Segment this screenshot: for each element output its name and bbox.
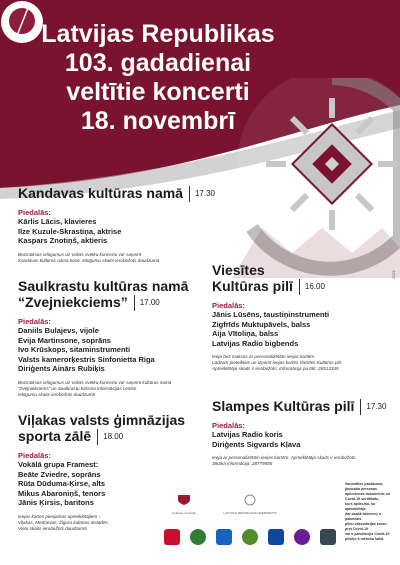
note-line: Viļakas, Medņevas, Žiguru kultūras iestādēs. (18, 519, 110, 525)
notice-line: apliecinošs dokuments un (345, 492, 391, 496)
performers-label: Piedalās: (212, 421, 245, 431)
performers-label: Piedalās: (212, 301, 245, 311)
municipality-logo-icon (268, 529, 284, 545)
concert-saulkrasti (18, 278, 228, 398)
performers-label: Piedalās: (18, 208, 51, 218)
president-logo (220, 493, 280, 515)
notice-line: vai ir pārslimojis Covid-19 (345, 532, 390, 536)
venue-title (18, 278, 228, 311)
performers-label: Piedalās: (18, 451, 51, 461)
concert-kandava (18, 185, 228, 264)
venue-line: Saulkrastu kultūras namā (18, 278, 189, 294)
performer: Evija Martinsone, soprāns (18, 335, 111, 345)
note-line: Bezmaksas ielūgumus uz Valsts svētku koncertu var saņemt (18, 251, 142, 257)
note-line: Sīkāka informācija: 28779585 (212, 461, 273, 467)
centenary-logo-icon (0, 0, 44, 44)
performer: Latvijas Radio bigbends (212, 338, 299, 348)
concert-time: 16.00 (299, 279, 325, 295)
venue-line: sporta zālē (18, 428, 92, 444)
title-line: 103. gadadienai (64, 49, 252, 77)
president-emblem-icon (243, 494, 257, 506)
venue-line: Viļakas valsts ģimnāzijas (18, 412, 186, 428)
venue-line: Kandavas kultūras namā (18, 185, 183, 201)
venue-title (18, 412, 228, 445)
performer: Rūta Dūduma-Ķirse, alts (18, 479, 106, 489)
note-line: Ieeja ar personalizētām ieejas kartēm. Apmeklētāju skaits ir ierobežots. (212, 455, 357, 461)
ministry-logo (170, 493, 198, 515)
venue-line: Viesītes (212, 262, 265, 278)
performer: Ivo Krūskops, sitaminstrumenti (18, 345, 131, 355)
performer: Daniils Bulajevs, vijole (18, 326, 99, 336)
concert-time: 17.00 (134, 295, 160, 311)
org-name: Kultūras ministrija (172, 511, 196, 515)
side-code: 2021 (390, 270, 396, 279)
concert-time: 17.30 (360, 399, 386, 415)
venue-title (18, 185, 228, 202)
municipality-logo-icon (320, 529, 336, 545)
org-name: LATVIJAS REPUBLIKAS PREZIDENTS (223, 511, 277, 515)
title-line: 18. novembrī (80, 107, 236, 135)
venue-title (212, 262, 392, 295)
performers-label: Piedalās: (18, 317, 51, 327)
performer: Jānis Lūsēns, taustiņinstrumenti (212, 310, 330, 320)
ticket-note (212, 455, 392, 467)
performer: Kaspars Znotiņš, aktieris (18, 236, 108, 246)
note-line: Bezmaksas ielūgumus uz Valsts svētku koncertu var saņemt kultūras namā (18, 379, 172, 385)
notice-line: Sarunāties pasākuma, (345, 482, 383, 486)
performer: Ilze Ķuzule-Skrastiņa, aktrise (18, 226, 122, 236)
performer: Mikus Abaroniņš, tenors (18, 488, 106, 498)
performer: Beāte Zviedre, soprāns (18, 469, 101, 479)
notice-line: (tai skaitā bērniem) ir pabeidzis (345, 512, 382, 521)
sponsor-logos (160, 493, 340, 553)
performer: Kārlis Lācis, klavieres (18, 217, 97, 227)
performer: Aija Vītoliņa, balss (212, 329, 279, 339)
covid-notice (345, 482, 395, 542)
note-line: Lūdzam pieteikties un izņemt ieejas kartes Viesītes Kultūras pilī. (212, 360, 342, 366)
notice-line: pret Covid-19 (345, 527, 368, 531)
venue-line: “Zvejniekciems” (18, 294, 128, 310)
title-line: veltītie koncerti (66, 78, 250, 106)
ornament-icon (232, 78, 400, 278)
notice-line: jānorāda personas (345, 487, 377, 491)
logo-caption: LATVIJAS SIMTGADE (340, 66, 382, 71)
note-line: Ieeja bez maksas ar personalizētām ieejas kartēm. (212, 354, 316, 360)
ticket-note (212, 354, 392, 372)
performer: Vokālā grupa Framest: (18, 460, 99, 470)
performer: Diriģents Sigvards Kļava (212, 439, 301, 449)
concert-time: 18.00 (97, 429, 123, 445)
ticket-note (18, 380, 228, 398)
performer: Valsts kamerorķestris Sinfonietta Riga (18, 354, 155, 364)
coat-of-arms-icon (177, 494, 191, 506)
performer: Jānis Ķirsis, baritons (18, 498, 94, 508)
municipality-logo-icon (164, 529, 180, 545)
municipality-logo-icon (242, 529, 258, 545)
note-line: Apmeklētāju skaits ir ierobežots. Informācija pa tālr. 26513349 (212, 366, 339, 372)
note-line: Vietu skaits ierobežots daudzumā (18, 525, 87, 531)
note-line: Ieejas kartes pieejamas apmeklētājiem – (18, 513, 101, 519)
concert-viesite (212, 262, 392, 372)
notice-line: Covid-19 sertifikāts, (345, 497, 380, 501)
venue-line: Slampes Kultūras pilī (212, 398, 355, 414)
note-line: Kandavas kultūras nama kasē. Ielūgumu skaits ierobežots daudzumā (18, 257, 160, 263)
notice-line: kurš apliecina, ka apmeklētājs (345, 502, 375, 511)
ticket-note (18, 252, 228, 264)
concert-time: 17.30 (189, 186, 215, 202)
notice-line: pēdējo 6 mēnešu laikā. (345, 537, 385, 541)
performer: Diriģents Ainārs Rubiķis (18, 364, 105, 374)
note-line: Ielūgumu skaits ierobežots daudzumā (18, 391, 96, 397)
municipality-logo-icon (190, 529, 206, 545)
municipality-logo-icon (294, 529, 310, 545)
note-line: “Zvejniekciems” un Saulkrastu tūrisma informācijas centrā. (18, 385, 137, 391)
performer: Latvijas Radio koris (212, 430, 283, 440)
concert-slampe (212, 398, 392, 467)
venue-title (212, 398, 392, 415)
title-line: Latvijas Republikas (41, 20, 275, 48)
municipality-logo-icon (216, 529, 232, 545)
venue-line: Kultūras pilī (212, 278, 293, 294)
notice-line: pilnu vakcinācijas kursu (345, 522, 387, 526)
performer: Zigfrīds Muktupāvels, balss (212, 319, 311, 329)
